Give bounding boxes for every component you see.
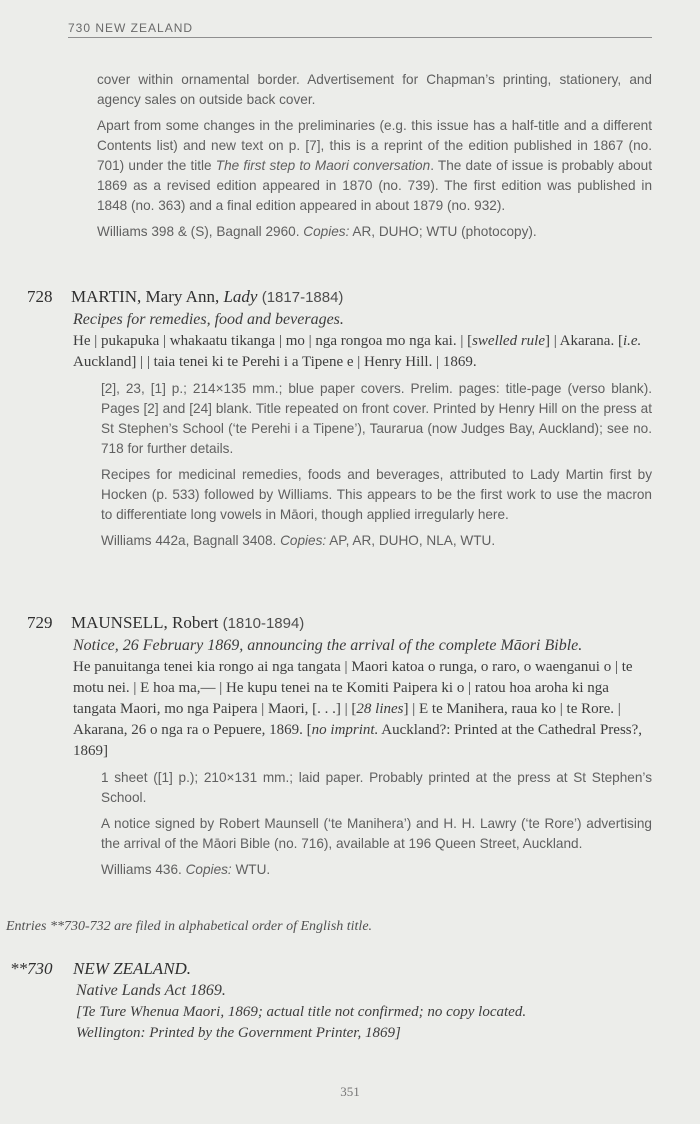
entry-dates: (1810-1894) [222, 615, 305, 632]
entry-730-note-2: Wellington: Printed by the Government Printer, 1869] [76, 1025, 401, 1041]
entry-728-title: Recipes for remedies, food and beverages. [73, 311, 344, 328]
entry-728-note: Recipes for medicinal remedies, foods and beverages, attributed to Lady Martin first by Hocken (p. 533) followed by Williams. This appears to be the first work to use the macron to differentiate long vowels in Māori, though applied irregularly here. [101, 467, 652, 522]
entry-729-collation: 1 sheet ([1] p.); 210×131 mm.; laid paper. Probably printed at the press at St Stephen’s School. [101, 770, 652, 805]
entry-729-transcription: He panuitanga tenei kia rongo ai nga tangata | Maori katoa o runga, o raro, o waenganui o | te motu nei. | E hoa ma,— | He kupu tenei na te Komiti Paipera ki o | ratou hoa aroha ki nga tangata Maori, mo nga Paipera | Maori, [. . .] | [28 lines] | E te Manihera, raua ko | te Rore. | Akarana, 26 o nga ra o Pepuere, 1869. [no imprint. Auckland?: Printed at the Cathedral Press?, 1869] [73, 659, 643, 759]
continued-paragraph-2: Apart from some changes in the preliminaries (e.g. this issue has a half-title and a different Contents list) and new text on p. [7], this is a reprint of the edition published in 1867 (no. 701) under the title The first step to Maori conversation. The date of issue is probably about 1869 as a revised edition appeared in 1870 (no. 739). The first edition was published in 1848 (no. 363) and a final edition appeared in about 1879 (no. 932). [97, 118, 652, 213]
entry-729 [27, 612, 652, 886]
entry-730 [10, 958, 652, 1044]
entry-728-transcription: He | pukapuka | whakaatu tikanga | mo | nga rongoa mo nga kai. | [swelled rule] | Akarana. [i.e. Auckland] | | taia tenei ki te Perehi i a Tipene e | Henry Hill. | 1869. [73, 333, 642, 370]
continued-refs: Williams 398 & (S), Bagnall 2960. Copies: AR, DUHO; WTU (photocopy). [97, 224, 537, 239]
entry-number: **730 [10, 959, 53, 978]
entry-730-note-1: [Te Ture Whenua Maori, 1869; actual title not confirmed; no copy located. [76, 1004, 527, 1020]
entry-730-heading [10, 958, 652, 980]
entry-728 [27, 286, 652, 557]
entry-author: MAUNSELL, Robert [71, 613, 219, 632]
entry-730-title: Native Lands Act 1869. [76, 982, 226, 999]
continued-entry [97, 70, 652, 248]
entry-729-note: A notice signed by Robert Maunsell (‘te Manihera’) and H. H. Lawry (‘te Rore’) advertising the arrival of the Māori Bible (no. 716), available at 196 Queen Street, Auckland. [101, 816, 652, 851]
running-head: 730 NEW ZEALAND [68, 21, 652, 38]
entry-729-title: Notice, 26 February 1869, announcing the arrival of the complete Māori Bible. [73, 637, 583, 654]
entry-number: 728 [27, 287, 53, 306]
page-number: 351 [340, 1084, 360, 1099]
entry-728-refs: Williams 442a, Bagnall 3408. Copies: AP, AR, DUHO, NLA, WTU. [101, 533, 496, 548]
entry-author: MARTIN, Mary Ann, [71, 287, 220, 306]
entry-dates: (1817-1884) [261, 289, 344, 306]
entry-729-heading [27, 612, 652, 635]
entry-728-collation: [2], 23, [1] p.; 214×135 mm.; blue paper covers. Prelim. pages: title-page (verso blank). Pages [2] and [24] blank. Title repeated on front cover. Printed by Henry Hill on the press at St Stephen’s School (‘te Perehi i a Tipene’), Taurarua (now Judges Bay, Auckland); see no. 718 for further details. [101, 381, 652, 456]
entry-728-heading: 728 MARTIN, Mary Ann, Lady (1817-1884) [27, 287, 344, 306]
entry-heading-text: NEW ZEALAND. [73, 959, 192, 978]
continued-paragraph-1: cover within ornamental border. Advertisement for Chapman’s printing, stationery, and agency sales on outside back cover. [97, 72, 652, 107]
filing-note: Entries **730-732 are filed in alphabetical order of English title. [6, 919, 373, 934]
entry-729-refs: Williams 436. Copies: WTU. [101, 862, 271, 877]
entry-number: 729 [27, 613, 53, 632]
reprint-title: The first step to Maori conversation [215, 158, 431, 173]
